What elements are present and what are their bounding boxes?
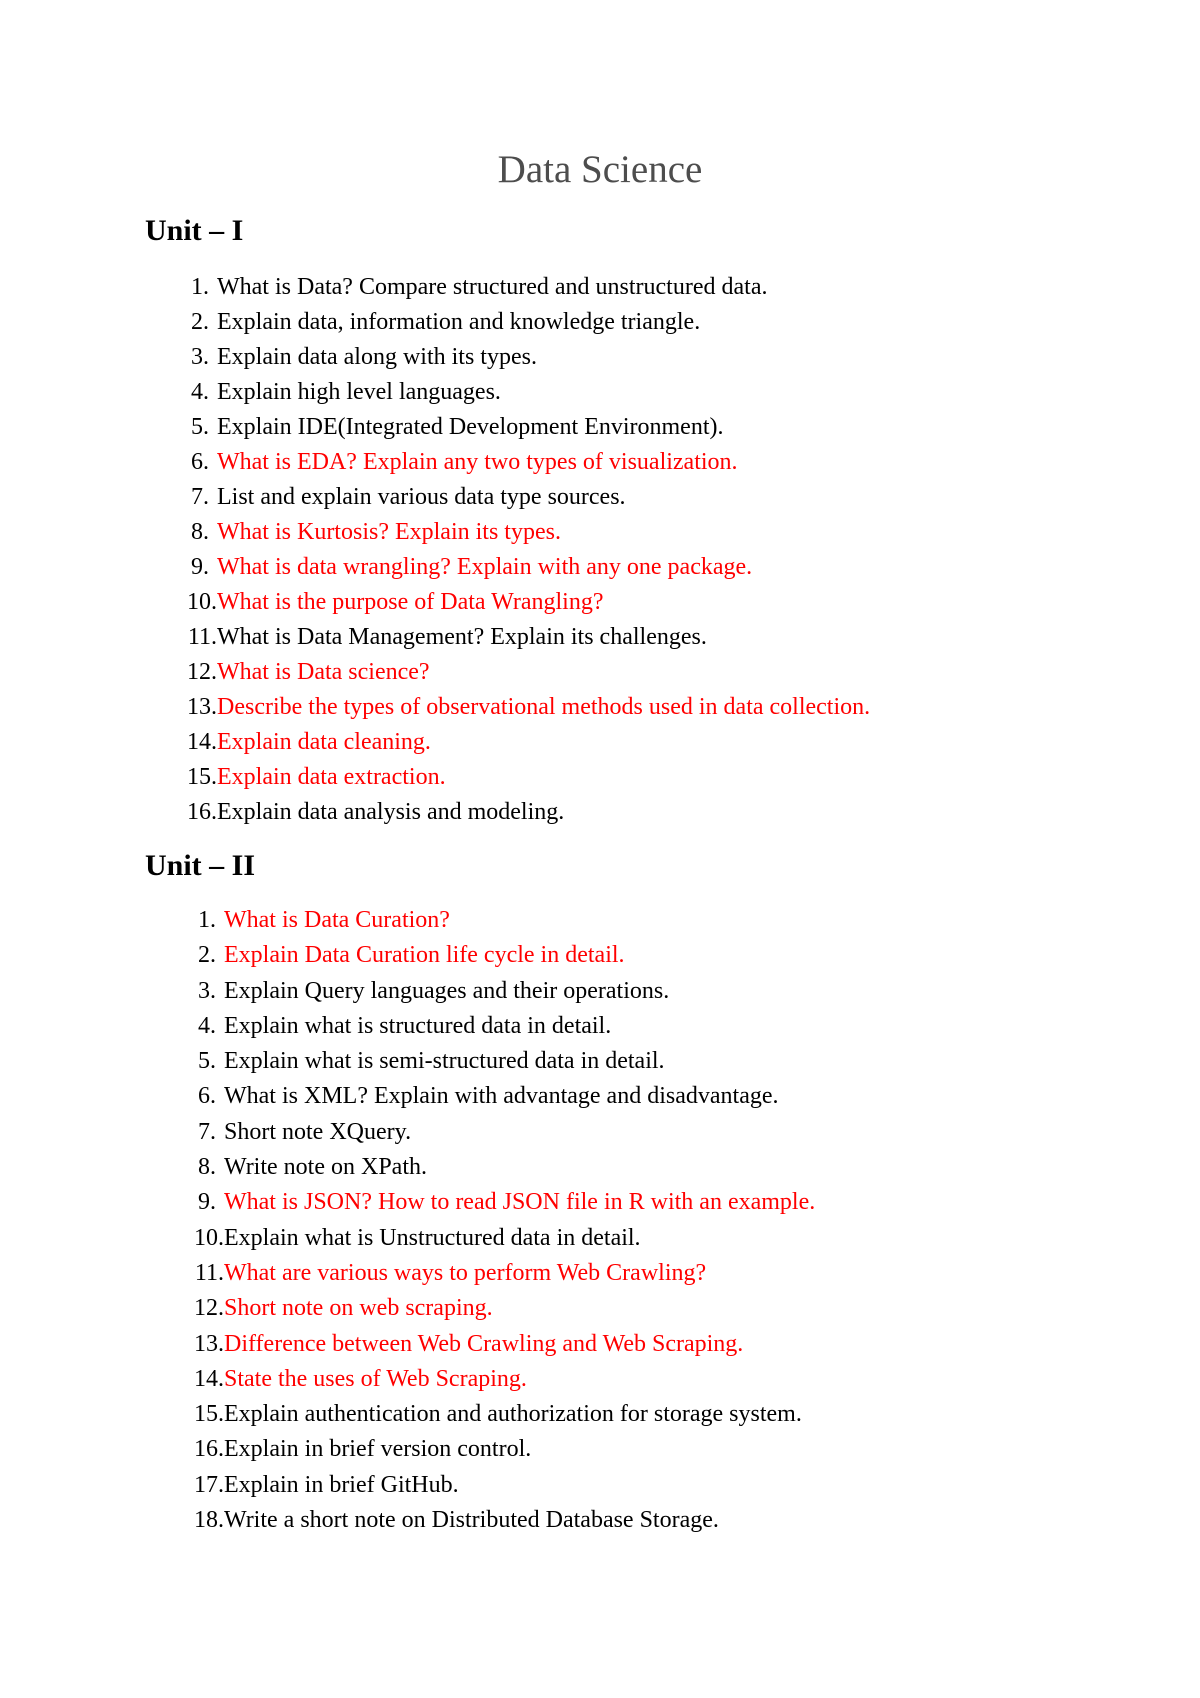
- question-item: [145, 1009, 815, 1044]
- question-text: Explain in brief version control.: [224, 1436, 532, 1463]
- question-item: [145, 1044, 815, 1079]
- question-list: [145, 903, 815, 1538]
- question-number: 12.: [187, 659, 217, 685]
- question-item: [145, 795, 870, 830]
- question-number: 16.: [187, 799, 217, 825]
- question-number: 14.: [194, 1365, 224, 1392]
- question-text: What is Data Curation?: [224, 907, 450, 933]
- question-number: 17.: [194, 1471, 224, 1498]
- question-text: State the uses of Web Scraping.: [224, 1365, 527, 1392]
- question-text: Explain data analysis and modeling.: [217, 799, 565, 825]
- question-text: Explain data, information and knowledge triangle.: [217, 309, 701, 335]
- question-text: What is Data? Compare structured and unstructured data.: [217, 274, 768, 300]
- question-item: [145, 1185, 815, 1220]
- unit-heading: Unit – I: [145, 214, 244, 247]
- question-item: [145, 445, 870, 480]
- question-number: 14.: [187, 729, 217, 755]
- question-number: 15.: [194, 1401, 224, 1428]
- question-number: 2.: [191, 309, 209, 335]
- question-text: Explain high level languages.: [217, 379, 501, 405]
- question-text: List and explain various data type sources.: [217, 484, 626, 510]
- question-number: 2.: [198, 942, 216, 969]
- question-item: [145, 305, 870, 340]
- question-number: 12.: [194, 1295, 224, 1322]
- question-text: What is JSON? How to read JSON file in R with an example.: [224, 1189, 816, 1216]
- question-item: [145, 1221, 815, 1256]
- question-item: [145, 1291, 815, 1326]
- question-list: [145, 270, 870, 830]
- question-number: 3.: [198, 977, 216, 1004]
- question-number: 13.: [187, 694, 217, 720]
- question-item: [145, 585, 870, 620]
- question-text: What is XML? Explain with advantage and disadvantage.: [224, 1083, 779, 1110]
- question-item: [145, 620, 870, 655]
- question-number: 9.: [198, 1189, 216, 1216]
- question-text: Explain in brief GitHub.: [224, 1471, 459, 1498]
- question-number: 11.: [194, 1259, 224, 1286]
- question-text: What is Kurtosis? Explain its types.: [217, 519, 561, 545]
- question-number: 1.: [191, 274, 209, 300]
- question-text: Explain what is semi-structured data in detail.: [224, 1048, 665, 1075]
- question-text: Explain what is Unstructured data in detail.: [224, 1224, 641, 1251]
- question-text: Explain what is structured data in detail.: [224, 1012, 612, 1039]
- question-text: Write a short note on Distributed Database Storage.: [224, 1507, 719, 1534]
- question-number: 6.: [198, 1083, 216, 1110]
- question-item: [145, 938, 815, 973]
- question-number: 10.: [187, 589, 217, 615]
- document-title: Data Science: [497, 148, 703, 191]
- question-item: [145, 1256, 815, 1291]
- question-text: Explain data cleaning.: [217, 729, 431, 755]
- question-text: What is EDA? Explain any two types of visualization.: [217, 449, 738, 475]
- question-text: Explain data extraction.: [217, 764, 446, 790]
- question-text: What is data wrangling? Explain with any one package.: [217, 554, 753, 580]
- question-text: Short note on web scraping.: [224, 1295, 493, 1322]
- question-number: 10.: [194, 1224, 224, 1251]
- question-item: [145, 974, 815, 1009]
- question-number: 11.: [187, 624, 217, 650]
- question-text: What is Data science?: [217, 659, 430, 685]
- question-item: [145, 375, 870, 410]
- question-number: 5.: [198, 1048, 216, 1075]
- question-text: What is the purpose of Data Wrangling?: [217, 589, 604, 615]
- question-item: [145, 270, 870, 305]
- question-number: 16.: [194, 1436, 224, 1463]
- question-number: 8.: [191, 519, 209, 545]
- question-item: [145, 903, 815, 938]
- question-text: Difference between Web Crawling and Web Scraping.: [224, 1330, 744, 1357]
- question-text: Explain IDE(Integrated Development Environment).: [217, 414, 724, 440]
- question-number: 4.: [198, 1012, 216, 1039]
- question-item: [145, 690, 870, 725]
- question-number: 13.: [194, 1330, 224, 1357]
- question-text: Explain data along with its types.: [217, 344, 537, 370]
- question-item: [145, 1468, 815, 1503]
- question-number: 5.: [191, 414, 209, 440]
- question-text: Explain Query languages and their operations.: [224, 977, 670, 1004]
- question-item: [145, 1362, 815, 1397]
- question-item: [145, 1327, 815, 1362]
- question-number: 4.: [191, 379, 209, 405]
- unit-heading: Unit – II: [145, 849, 256, 882]
- question-number: 15.: [187, 764, 217, 790]
- question-item: [145, 1397, 815, 1432]
- question-text: Explain Data Curation life cycle in detail.: [224, 942, 625, 969]
- question-text: Short note XQuery.: [224, 1118, 412, 1145]
- question-item: [145, 410, 870, 445]
- question-number: 7.: [198, 1118, 216, 1145]
- question-item: [145, 515, 870, 550]
- question-text: Explain authentication and authorization for storage system.: [224, 1401, 802, 1428]
- question-item: [145, 760, 870, 795]
- question-number: 6.: [191, 449, 209, 475]
- question-text: Describe the types of observational methods used in data collection.: [217, 694, 871, 720]
- question-item: [145, 655, 870, 690]
- question-item: [145, 1503, 815, 1538]
- question-item: [145, 550, 870, 585]
- question-number: 3.: [191, 344, 209, 370]
- question-number: 18.: [194, 1507, 224, 1534]
- question-item: [145, 1432, 815, 1467]
- question-item: [145, 1150, 815, 1185]
- question-number: 8.: [198, 1154, 216, 1181]
- question-number: 7.: [191, 484, 209, 510]
- question-item: [145, 1079, 815, 1114]
- question-text: What is Data Management? Explain its challenges.: [217, 624, 707, 650]
- question-number: 1.: [198, 907, 216, 933]
- question-text: What are various ways to perform Web Crawling?: [224, 1259, 707, 1286]
- question-number: 9.: [191, 554, 209, 580]
- question-item: [145, 725, 870, 760]
- question-item: [145, 340, 870, 375]
- question-item: [145, 480, 870, 515]
- question-item: [145, 1115, 815, 1150]
- question-text: Write note on XPath.: [224, 1154, 427, 1181]
